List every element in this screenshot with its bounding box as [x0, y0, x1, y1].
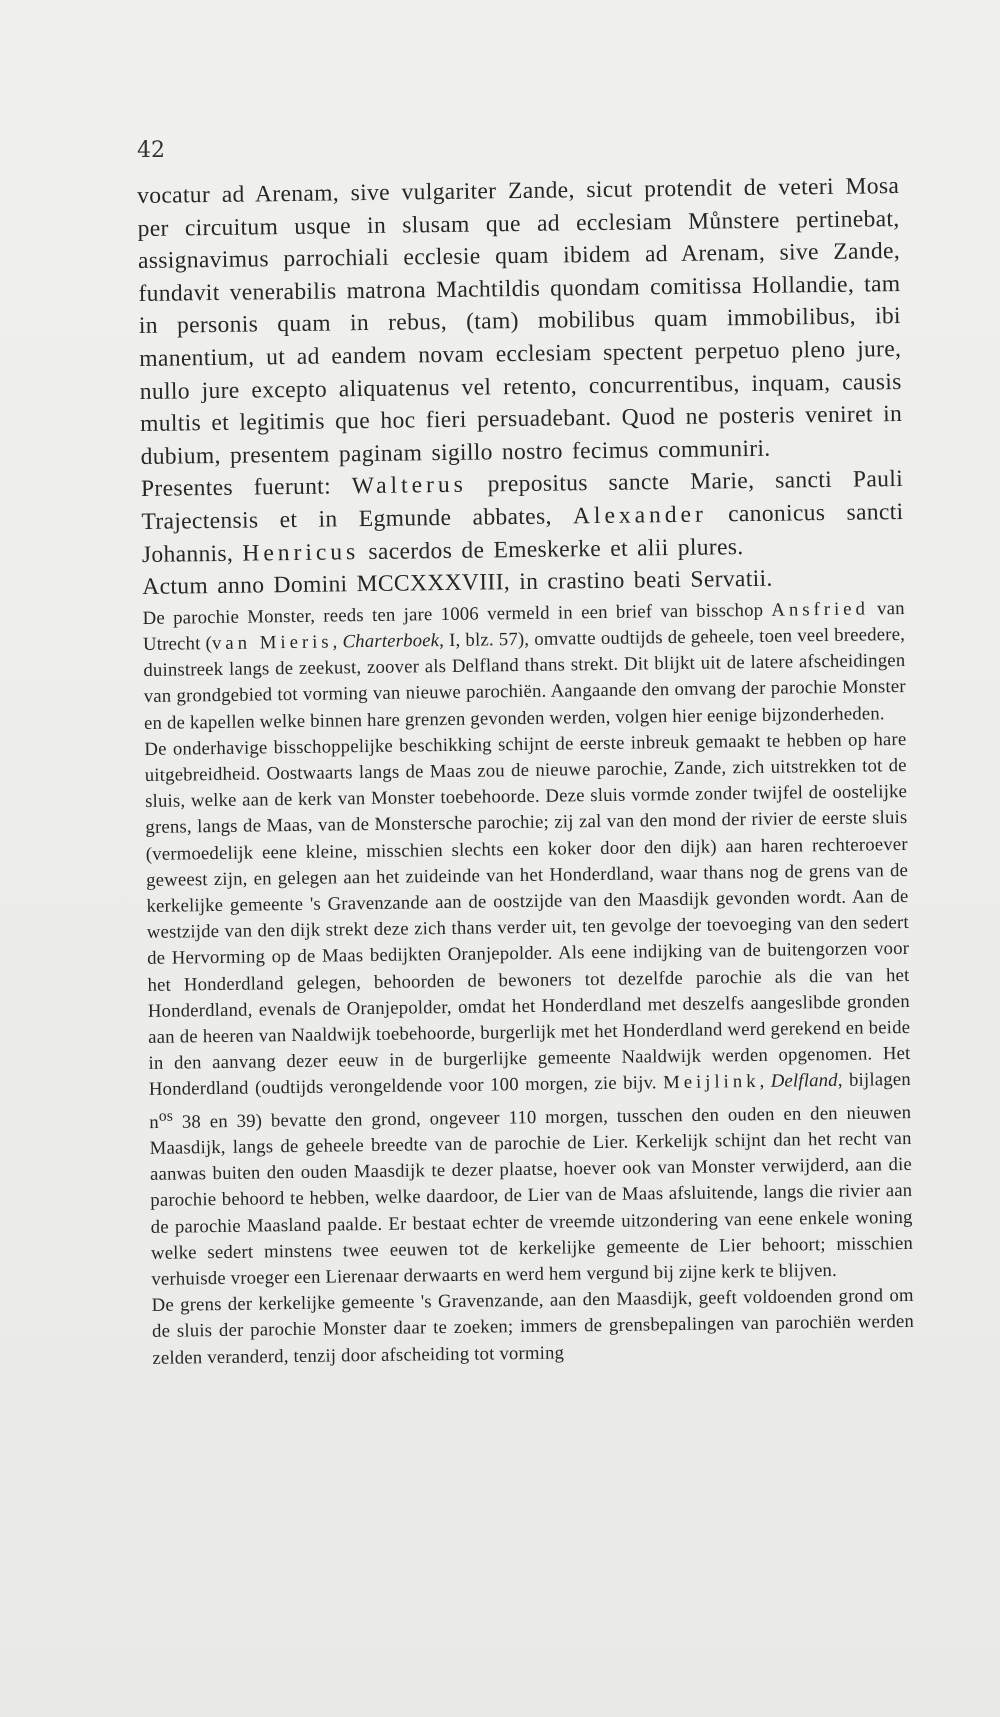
superscript: os [158, 1107, 174, 1125]
dutch-commentary [143, 596, 915, 1372]
person-name: Meijlink [662, 1071, 760, 1094]
dutch-paragraph-1 [143, 596, 907, 737]
latin-charter-text [137, 170, 904, 604]
latin-text: Presentes fuerunt: [140, 473, 353, 503]
dutch-text: , [332, 631, 343, 653]
page-body [137, 170, 915, 1372]
dutch-paragraph-3: De grens der kerkelijke gemeente 's Gravenzande, aan den Maasdijk, geeft voldoenden grond om de sluis der parochie Monster daar te zoeken; immers de grensbepalingen van parochiën werden zelden veranderd, tenzij door afscheiding tot vorming [151, 1285, 915, 1369]
book-title: Charterboek [342, 630, 440, 653]
dutch-text: 38 en 39) bevatte den grond, ongeveer 110 morgen, tusschen den ouden en den nieuwen Maasdijk, langs de geheele breedte van de parochie de Lier. Kerkelijk schijnt dan het recht van aanwas buiten den ouden Maasdijk te dezer plaatse, hoever ook van Monster verwijderd, aan die parochie behoord te hebben, welke daardoor, de Lier van de Maas afsluitende, langs die rivier aan de parochie Maasland paalde. Er bestaat echter de vreemde uitzondering van eene enkele woning welke sedert minstens twee eeuwen tot de kerkelijke gemeente de Lier behoort; misschien verhuisde vroeger een Lierenaar derwaarts en werd hem vergund bij zijne kerk te blijven. [149, 1101, 914, 1290]
latin-paragraph-witnesses [141, 463, 904, 571]
person-name: Walterus [351, 472, 467, 500]
person-name: Alexander [572, 501, 708, 530]
person-name: van Mieris [211, 631, 333, 654]
latin-text: canonicus sancti Johannis, [141, 498, 904, 568]
latin-text: sacerdos de Emeskerke et alii plures. [359, 533, 744, 565]
dutch-text: De parochie Monster, reeds ten jare 1006 vermeld in een brief van bisschop [142, 599, 772, 629]
latin-paragraph-dating: Actum anno Domini MCCXXXVIII, in crastino beati Servatii. [142, 565, 773, 601]
dutch-text: van Utrecht ( [142, 597, 905, 655]
latin-text: prepositus sancte Marie, sancti Pauli Trajectensis et in Egmunde abbates, [141, 466, 904, 535]
dutch-paragraph-2 [144, 727, 913, 1293]
dutch-text: , I, blz. 57), omvatte oudtijds de geheele, toen veel breedere, duinstreek langs de zeekust, zoover als Delfland thans strekt. Dit blijkt uit de latere afscheidingen van grondgebied tot vorming van nieuwe parochiën. Aangaande den omvang der parochie Monster en de kapellen welke binnen hare grenzen gevonden werden, volgen hier eenige bijzonderheden. [143, 623, 906, 734]
latin-paragraph-1: vocatur ad Arenam, sive vulgariter Zande, sicut protendit de veteri Mosa per circuitum usque in slusam que ad ecclesiam Můnstere pertinebat, assignavimus parrochiali ecclesie quam ibidem ad Arenam, sive Zande, fundavit venerabilis matrona Machtildis quondam comitissa Hollandie, tam in personis quam in rebus, (tam) mobilibus quam immobilibus, ibi manentium, ut ad eandem novam ecclesiam spectent perpetuo pleno jure, nullo jure excepto aliquatenus vel retento, concurrentibus, inquam, causis multis et legitimis que hoc fieri persuadebant. Quod ne posteris veniret in dubium, presentem paginam sigillo nostro fecimus communiri. [137, 173, 903, 470]
dutch-text: , [759, 1071, 771, 1093]
dutch-text: , bijlagen n [149, 1069, 911, 1133]
page-number: 42 [137, 138, 165, 163]
person-name: Ansfried [771, 598, 869, 621]
person-name: Henricus [242, 538, 360, 567]
book-title: Delfland [770, 1070, 838, 1093]
dutch-text: De onderhavige bisschoppelijke beschikking schijnt de eerste inbreuk gemaakt te hebben op hare uitgebreidheid. Oostwaarts langs de Maas zou de nieuwe parochie, Zande, zich uitstrekken tot de sluis, welke aan de kerk van Monster toebehoorde. Deze sluis vormde zonder twijfel de oostelijke grens, langs de Maas, van de Monstersche parochie; zij zal van den mond der rivier de eerste sluis (vermoedelijk eene kleine, misschien slechts een koker door den dijk) aan haren rechteroever geweest zijn, en gelegen aan het zuideinde van het Honderdland, waar thans nog de grens van de kerkelijke gemeente 's Gravenzande aan de oostzijde van den Maasdijk gevonden wordt. Aan de westzijde van den dijk strekt deze zich thans verder uit, ten gevolge der toevoeging van den sedert de Hervorming op de Maas bedijkten Oranjepolder. Als eene indijking van de buitengorzen voor het Honderdland gelegen, behoorden de bewoners tot dezelfde parochie als die van het Honderdland, evenals de Oranjepolder, omdat het Honderdland met deszelfs aangeslibde gronden aan de heeren van Naaldwijk toebehoorde, burgerlijk met het Honderdland werd gerekend en beide in den aanvang dezer eeuw in de burgerlijke gemeente Naaldwijk werden opgenomen. Het Honderdland (oudtijds verongeldende voor 100 morgen, zie bijv. [144, 728, 911, 1101]
